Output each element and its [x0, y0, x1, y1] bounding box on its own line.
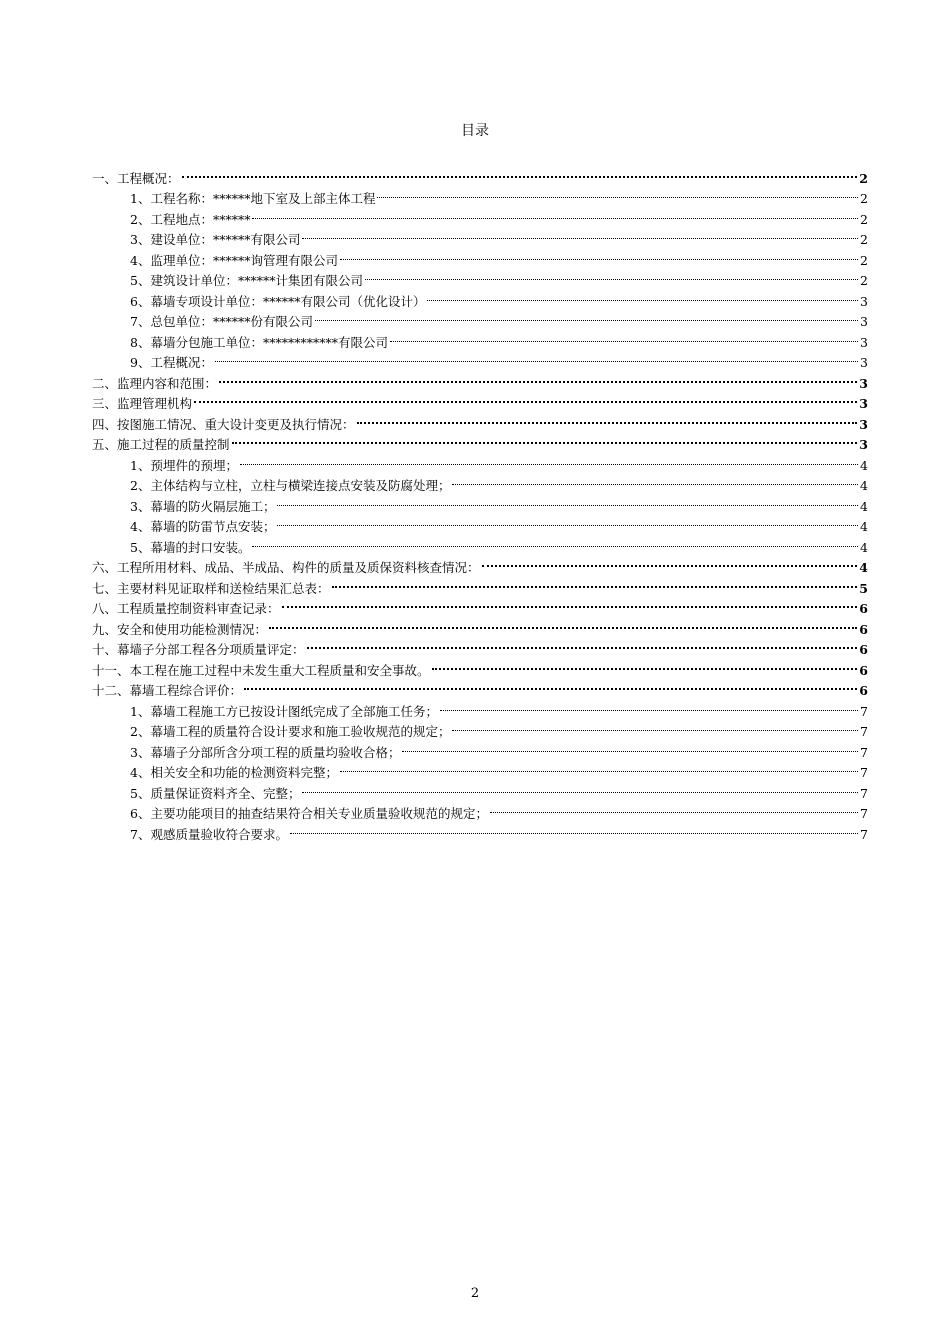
toc-entry-title: 4、幕墙的防雷节点安装；: [130, 519, 276, 534]
toc-dot-leader: [252, 203, 858, 224]
toc-dot-leader: [215, 347, 858, 368]
toc-entry-title: 七、主要材料见证取样和送检结果汇总表：: [92, 580, 330, 596]
toc-dot-leader: [232, 429, 858, 450]
page-title: 目录: [461, 123, 489, 139]
toc-entry-page: 2: [860, 252, 868, 268]
table-of-contents: [92, 162, 868, 842]
toc-entry-title: 8、幕墙分包施工单位：************有限公司: [130, 334, 388, 350]
toc-dot-leader: [402, 736, 858, 757]
toc-dot-leader: [365, 265, 858, 286]
toc-entry-page: 2: [859, 170, 868, 186]
toc-entry[interactable]: [92, 162, 868, 186]
toc-dot-leader: [302, 777, 858, 798]
toc-entry-page: 7: [860, 765, 868, 780]
toc-entry-title: 四、按图施工情况、重大设计变更及执行情况：: [92, 416, 355, 432]
toc-entry-page: 4: [860, 457, 868, 473]
toc-entry-title: 二、监理内容和范围：: [92, 375, 218, 391]
toc-entry-page: 3: [860, 293, 868, 309]
toc-entry-page: 4: [860, 498, 868, 514]
toc-entry-title: 2、主体结构与立柱，立柱与横梁连接点安装及防腐处理；: [130, 478, 451, 493]
toc-entry-page: 7: [860, 785, 868, 801]
toc-dot-leader: [340, 757, 858, 778]
toc-entry[interactable]: [92, 183, 868, 204]
toc-entry-page: 4: [860, 539, 868, 555]
toc-dot-leader: [427, 285, 858, 306]
toc-entry-title: 5、质量保证资料齐全、完整；: [130, 785, 301, 801]
toc-dot-leader: [452, 716, 858, 737]
toc-dot-leader: [390, 326, 858, 347]
toc-entry-title: 3、幕墙子分部所含分项工程的质量均验收合格；: [130, 744, 401, 760]
toc-entry-title: 5、建筑设计单位：******计集团有限公司: [130, 273, 363, 288]
toc-dot-leader: [377, 183, 858, 204]
toc-dot-leader: [194, 388, 857, 409]
toc-entry-title: 1、工程名称：******地下室及上部主体工程: [130, 191, 376, 206]
toc-entry-title: 6、主要功能项目的抽查结果符合相关专业质量验收规范的规定；: [130, 806, 488, 821]
toc-dot-leader: [219, 367, 857, 388]
toc-dot-leader: [282, 593, 858, 614]
toc-entry-page: 6: [859, 642, 868, 657]
toc-entry-title: 十二、幕墙工程综合评价：: [92, 683, 243, 698]
toc-entry-page: 4: [860, 478, 868, 493]
toc-entry-page: 2: [860, 232, 868, 247]
toc-dot-leader: [244, 675, 857, 696]
toc-dot-leader: [452, 470, 858, 491]
toc-entry-page: 3: [859, 375, 868, 391]
toc-dot-leader: [290, 818, 858, 839]
toc-entry-page: 3: [859, 396, 868, 411]
toc-entry-page: 6: [859, 621, 868, 637]
toc-entry-title: 7、观感质量验收符合要求。: [130, 826, 288, 842]
toc-dot-leader: [240, 449, 858, 470]
toc-entry-title: 1、预埋件的预埋；: [130, 457, 238, 473]
toc-dot-leader: [182, 162, 858, 183]
toc-entry-title: 十一、本工程在施工过程中未发生重大工程质量和安全事故。: [92, 662, 430, 678]
toc-entry-title: 十、幕墙子分部工程各分项质量评定：: [92, 642, 305, 657]
toc-entry-title: 九、安全和使用功能检测情况：: [92, 621, 268, 637]
toc-entry-title: 五、施工过程的质量控制: [92, 437, 230, 452]
toc-entry-page: 3: [860, 355, 868, 370]
toc-entry-title: 1、幕墙工程施工方已按设计图纸完成了全部施工任务；: [130, 703, 438, 719]
toc-entry-page: 2: [860, 191, 868, 206]
toc-entry-title: 4、相关安全和功能的检测资料完整；: [130, 765, 338, 780]
toc-entry-title: 4、监理单位：******询管理有限公司: [130, 252, 338, 268]
toc-entry-title: 2、幕墙工程的质量符合设计要求和施工验收规范的规定；: [130, 724, 451, 739]
toc-dot-leader: [332, 572, 858, 593]
page-number: 2: [470, 1286, 480, 1301]
toc-entry-title: 三、监理管理机构: [92, 396, 193, 411]
toc-entry-title: 7、总包单位：******份有限公司: [130, 314, 313, 329]
toc-entry-title: 5、幕墙的封口安装。: [130, 539, 251, 555]
toc-entry-page: 7: [860, 724, 868, 739]
toc-dot-leader: [432, 654, 858, 675]
toc-entry-page: 3: [859, 437, 868, 452]
toc-dot-leader: [315, 306, 858, 327]
toc-entry-page: 5: [859, 580, 868, 596]
toc-entry-page: 7: [860, 744, 868, 760]
toc-entry-page: 2: [860, 211, 868, 227]
toc-entry-title: 6、幕墙专项设计单位：******有限公司（优化设计）: [130, 293, 426, 309]
toc-dot-leader: [440, 695, 858, 716]
toc-entry-page: 4: [860, 519, 868, 534]
toc-dot-leader: [277, 511, 858, 532]
toc-entry[interactable]: [92, 408, 868, 432]
toc-entry-title: 一、工程概况：: [92, 170, 180, 186]
toc-entry-page: 6: [859, 601, 868, 616]
toc-dot-leader: [490, 798, 858, 819]
toc-entry-title: 9、工程概况：: [130, 355, 213, 370]
toc-dot-leader: [307, 634, 858, 655]
toc-entry[interactable]: [92, 388, 868, 409]
toc-entry-page: 3: [859, 416, 868, 432]
toc-dot-leader: [277, 490, 858, 511]
toc-dot-leader: [357, 408, 858, 429]
toc-dot-leader: [302, 224, 858, 245]
toc-entry-title: 八、工程质量控制资料审查记录：: [92, 601, 280, 616]
toc-entry-page: 4: [859, 560, 868, 575]
toc-entry-page: 2: [860, 273, 868, 288]
toc-entry-title: 2、工程地点：******: [130, 211, 251, 227]
toc-entry-title: 3、建设单位：******有限公司: [130, 232, 301, 247]
toc-entry-page: 3: [860, 314, 868, 329]
toc-entry-page: 6: [859, 683, 868, 698]
toc-dot-leader: [340, 244, 858, 265]
toc-dot-leader: [269, 613, 857, 634]
toc-entry-page: 7: [860, 703, 868, 719]
toc-entry-page: 3: [860, 334, 868, 350]
toc-entry-page: 7: [860, 806, 868, 821]
toc-entry-page: 6: [859, 662, 868, 678]
toc-entry-title: 3、幕墙的防火隔层施工；: [130, 498, 276, 514]
toc-entry-title: 六、工程所用材料、成品、半成品、构件的质量及质保资料核查情况：: [92, 560, 480, 575]
toc-entry-page: 7: [860, 826, 868, 842]
toc-dot-leader: [482, 552, 858, 573]
toc-dot-leader: [252, 531, 858, 552]
